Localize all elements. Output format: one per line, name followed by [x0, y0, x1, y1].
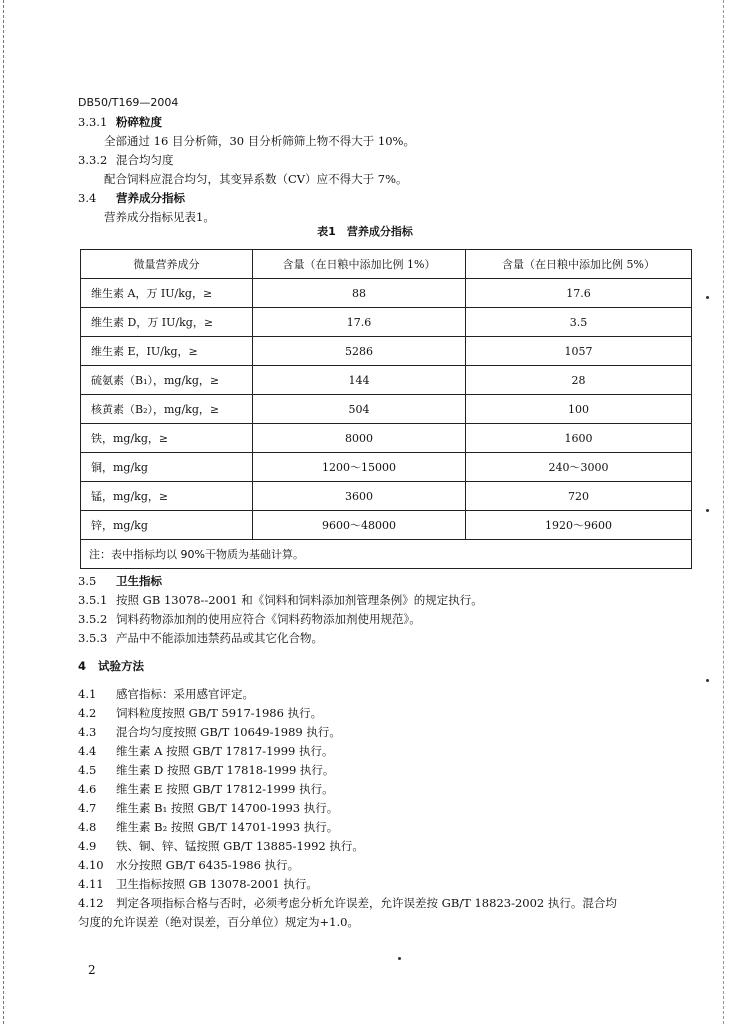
scan-speck [706, 509, 709, 512]
table-row [81, 337, 692, 366]
method-4-2 [78, 705, 322, 721]
table-cell-5pct: 720 [466, 482, 692, 511]
table-row [81, 511, 692, 540]
page-number: 2 [88, 963, 96, 977]
method-4-6 [78, 781, 334, 797]
method-text: 卫生指标按照 GB 13078-2001 执行。 [116, 877, 318, 891]
method-number: 4.12 [78, 896, 104, 910]
table-header-cell: 含量（在日粮中添加比例 5%） [466, 250, 692, 279]
table-cell-nutrient: 锌，mg/kg [81, 511, 253, 540]
section-3-3-1-heading [78, 114, 162, 130]
method-text: 维生素 A 按照 GB/T 17817-1999 执行。 [116, 744, 334, 758]
method-4-12 [78, 895, 617, 911]
method-4-10 [78, 857, 299, 873]
method-number: 4.8 [78, 820, 97, 834]
section-3-4-text: 营养成分指标见表1。 [104, 210, 215, 224]
table-cell-5pct: 1057 [466, 337, 692, 366]
section-number: 3.5 [78, 574, 97, 588]
section-title: 粉碎粒度 [116, 115, 162, 129]
section-number: 3.4 [78, 191, 97, 205]
table-cell-1pct: 504 [253, 395, 466, 424]
method-text: 铁、铜、锌、锰按照 GB/T 13885-1992 执行。 [116, 839, 364, 853]
table-cell-1pct: 5286 [253, 337, 466, 366]
table-row [81, 482, 692, 511]
table-header-row [81, 250, 692, 279]
section-3-3-2-text: 配合饲料应混合均匀，其变异系数（CV）应不得大于 7%。 [104, 172, 408, 186]
method-number: 4.6 [78, 782, 97, 796]
method-number: 4.4 [78, 744, 97, 758]
method-number: 4.3 [78, 725, 97, 739]
table-header-cell: 含量（在日粮中添加比例 1%） [253, 250, 466, 279]
table-cell-1pct: 8000 [253, 424, 466, 453]
section-3-3-2-heading [78, 152, 174, 168]
method-4-7 [78, 800, 338, 816]
method-4-1 [78, 686, 254, 702]
table-cell-nutrient: 铁，mg/kg，≥ [81, 424, 253, 453]
table-cell-nutrient: 维生素 E，IU/kg，≥ [81, 337, 253, 366]
method-text: 维生素 D 按照 GB/T 17818-1999 执行。 [116, 763, 335, 777]
scan-speck [706, 296, 709, 299]
table-note-row [81, 540, 692, 569]
method-number: 4.7 [78, 801, 97, 815]
section-number: 3.5.1 [78, 593, 108, 607]
section-3-3-1-text: 全部通过 16 目分析筛，30 目分析筛筛上物不得大于 10%。 [104, 134, 415, 148]
table-cell-5pct: 28 [466, 366, 692, 395]
section-4-heading [78, 658, 144, 674]
table-row [81, 366, 692, 395]
section-3-4-heading [78, 190, 185, 206]
method-number: 4.9 [78, 839, 97, 853]
section-title: 混合均匀度 [116, 153, 174, 167]
table-row [81, 424, 692, 453]
method-text: 维生素 B₁ 按照 GB/T 14700-1993 执行。 [116, 801, 339, 815]
table-cell-nutrient: 维生素 A，万 IU/kg，≥ [81, 279, 253, 308]
method-4-11 [78, 876, 318, 892]
section-number: 3.3.2 [78, 153, 108, 167]
section-number: 3.3.1 [78, 115, 108, 129]
table-cell-5pct: 100 [466, 395, 692, 424]
method-text: 混合均匀度按照 GB/T 10649-1989 执行。 [116, 725, 341, 739]
table-row [81, 395, 692, 424]
method-4-5 [78, 762, 334, 778]
method-text: 感官指标：采用感官评定。 [116, 687, 254, 701]
nutrient-table [80, 249, 692, 569]
section-title: 试验方法 [98, 659, 144, 673]
table-cell-5pct: 240～3000 [466, 453, 692, 482]
method-number: 4.5 [78, 763, 97, 777]
table-cell-5pct: 1600 [466, 424, 692, 453]
method-number: 4.1 [78, 687, 97, 701]
table-cell-5pct: 3.5 [466, 308, 692, 337]
table-cell-nutrient: 核黄素（B₂），mg/kg，≥ [81, 395, 253, 424]
table-note: 注：表中指标均以 90%干物质为基础计算。 [81, 540, 692, 569]
method-4-8 [78, 819, 338, 835]
section-3-5-3 [78, 630, 323, 646]
table-cell-5pct: 17.6 [466, 279, 692, 308]
table-caption: 表1 营养成分指标 [317, 225, 413, 238]
scan-speck [706, 679, 709, 682]
method-text: 维生素 E 按照 GB/T 17812-1999 执行。 [116, 782, 334, 796]
table-cell-1pct: 144 [253, 366, 466, 395]
table-cell-nutrient: 铜，mg/kg [81, 453, 253, 482]
table-cell-nutrient: 硫氨素（B₁），mg/kg，≥ [81, 366, 253, 395]
table-row [81, 453, 692, 482]
method-number: 4.2 [78, 706, 97, 720]
table-cell-1pct: 88 [253, 279, 466, 308]
document-code: DB50/T169—2004 [78, 96, 179, 109]
section-text: 产品中不能添加违禁药品或其它化合物。 [116, 631, 323, 645]
method-text: 判定各项指标合格与否时，必须考虑分析允许误差，允许误差按 GB/T 18823-2002 执行。混合均 [116, 896, 617, 910]
scan-left-edge [3, 0, 6, 1024]
method-4-12-continued: 匀度的允许误差（绝对误差，百分单位）规定为+1.0。 [78, 915, 359, 929]
section-number: 3.5.3 [78, 631, 108, 645]
method-text: 维生素 B₂ 按照 GB/T 14701-1993 执行。 [116, 820, 339, 834]
scan-speck [398, 957, 401, 960]
section-title: 卫生指标 [116, 574, 162, 588]
table-cell-1pct: 3600 [253, 482, 466, 511]
method-number: 4.11 [78, 877, 104, 891]
table-cell-1pct: 9600～48000 [253, 511, 466, 540]
method-text: 水分按照 GB/T 6435-1986 执行。 [116, 858, 300, 872]
table-cell-nutrient: 维生素 D，万 IU/kg，≥ [81, 308, 253, 337]
section-text: 饲料药物添加剂的使用应符合《饲料药物添加剂使用规范》。 [116, 612, 421, 626]
method-number: 4.10 [78, 858, 104, 872]
method-4-4 [78, 743, 334, 759]
table-row [81, 279, 692, 308]
method-text: 饲料粒度按照 GB/T 5917-1986 执行。 [116, 706, 323, 720]
table-cell-1pct: 1200～15000 [253, 453, 466, 482]
section-3-5-2 [78, 611, 421, 627]
table-header-cell: 微量营养成分 [81, 250, 253, 279]
section-title: 营养成分指标 [116, 191, 185, 205]
scan-right-edge [721, 0, 724, 1024]
table-cell-nutrient: 锰，mg/kg，≥ [81, 482, 253, 511]
method-4-3 [78, 724, 341, 740]
section-number: 4 [78, 659, 87, 673]
table-cell-5pct: 1920～9600 [466, 511, 692, 540]
table-row [81, 308, 692, 337]
section-3-5-heading [78, 573, 162, 589]
section-3-5-1 [78, 592, 483, 608]
table-cell-1pct: 17.6 [253, 308, 466, 337]
method-4-9 [78, 838, 364, 854]
section-text: 按照 GB 13078--2001 和《饲料和饲料添加剂管理条例》的规定执行。 [116, 593, 483, 607]
section-number: 3.5.2 [78, 612, 108, 626]
